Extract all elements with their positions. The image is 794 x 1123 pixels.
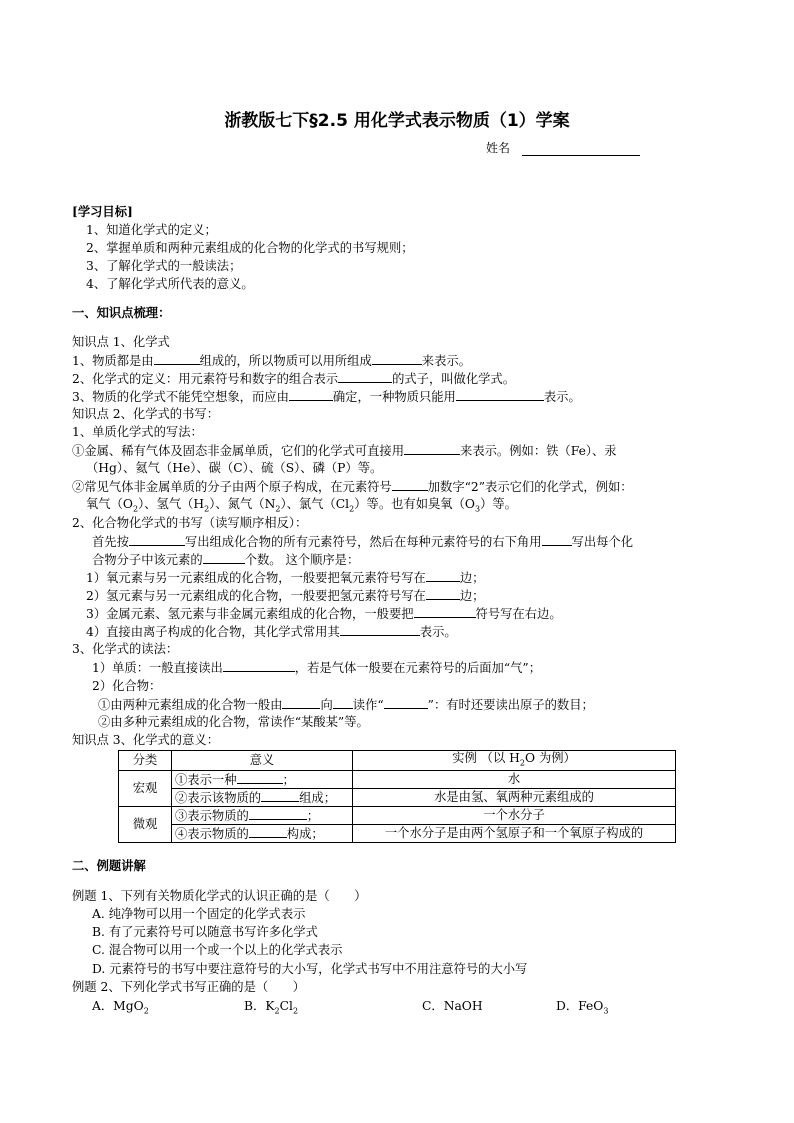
text: 4）直接由离子构成的化合物，其化学式常用其 <box>86 625 340 639</box>
text: 构成； <box>286 827 324 842</box>
name-blank[interactable] <box>522 143 640 156</box>
fill-blank[interactable] <box>456 388 544 401</box>
fill-blank[interactable] <box>261 789 299 802</box>
text: 实例 （以 H <box>452 751 520 765</box>
kp1-heading: 知识点 1、化学式 <box>72 335 170 349</box>
fill-blank[interactable] <box>392 478 428 491</box>
table-header-row <box>119 751 676 771</box>
subscript: 2 <box>349 504 355 514</box>
text: ③表示物质的 <box>175 809 249 824</box>
read-line: ②由多种元素组成的化合物，常读作“某酸某”等。 <box>98 715 369 729</box>
option-a <box>92 998 149 1019</box>
category-micro: 微观 <box>119 807 172 843</box>
section1-heading: 一、知识点梳理： <box>72 305 171 320</box>
option-c: C. 混合物可以用一个或一个以上的化学式表示 <box>92 943 343 957</box>
text: 组成； <box>299 791 336 806</box>
example-cell: 一个水分子 <box>353 807 676 825</box>
fill-blank[interactable] <box>384 696 428 709</box>
text: ”：有时还要读出原子的数目； <box>427 698 594 712</box>
text: ）、氯气（Cl <box>280 497 350 511</box>
text: 确定，一种物质只能用 <box>332 390 456 404</box>
kp2-sub1: 1、单质化学式的写法： <box>72 425 203 439</box>
text: ①由两种元素组成的化合物一般由 <box>98 698 283 712</box>
kp2-heading: 知识点 2、化学式的书写： <box>72 407 219 421</box>
text: ①金属、稀有气体及固态非金属单质，它们的化学式可直接用 <box>72 444 405 458</box>
question-1: 例题 1、下列有关物质化学式的认识正确的是（ ） <box>72 889 367 903</box>
page-title: 浙教版七下§2.5 用化学式表示物质（1）学案 <box>224 111 570 131</box>
fill-blank[interactable] <box>333 696 353 709</box>
goal-item: 2、掌握单质和两种元素组成的化合物的化学式的书写规则； <box>86 241 414 255</box>
text: 氧气（O <box>86 497 133 511</box>
text: 1、物质都是由 <box>72 354 154 368</box>
fill-blank[interactable] <box>372 352 422 365</box>
fill-blank[interactable] <box>542 533 572 546</box>
text: 的式子，叫做化学式。 <box>392 372 516 386</box>
text: ）等。也有如臭氧（O <box>354 497 475 511</box>
subscript: 2 <box>143 1006 149 1016</box>
rule-line <box>86 587 484 604</box>
text: 3、物质的化学式不能凭空想象，而应由 <box>72 390 289 404</box>
option-c: C．NaOH <box>422 999 483 1013</box>
rule-line <box>86 605 562 622</box>
option-b <box>244 998 298 1019</box>
subscript: 3 <box>603 1006 609 1016</box>
text: 写出每个化 <box>571 535 634 549</box>
kp2-line: （Hg）、氦气（He）、碳（C）、硫（S）、磷（P）等。 <box>86 461 383 475</box>
subscript: 2 <box>292 1006 299 1016</box>
text: 向 <box>320 698 333 712</box>
text: Cl <box>279 999 293 1013</box>
table-header: 分类 <box>119 751 172 771</box>
fill-blank[interactable] <box>249 825 287 838</box>
question-2: 例题 2、下列化学式书写正确的是（ ） <box>72 980 306 994</box>
subscript: 2 <box>275 504 281 514</box>
text: 来表示。 <box>421 354 471 368</box>
text: 边； <box>459 571 485 585</box>
fill-blank[interactable] <box>203 551 245 564</box>
meaning-cell <box>172 771 353 789</box>
text: ，若是气体一般要在元素符号的后面加“气”； <box>294 661 542 675</box>
text: 1）单质：一般直接读出 <box>92 661 223 675</box>
fill-blank[interactable] <box>340 623 420 636</box>
name-field[interactable] <box>486 139 640 156</box>
text: 个数。 这个顺序是： <box>244 553 360 567</box>
kp2-line <box>72 478 633 495</box>
read-line <box>92 659 541 676</box>
text: 合物分子中该元素的 <box>92 553 203 567</box>
fill-blank[interactable] <box>404 442 460 455</box>
goal-item: 4、了解化学式所代表的意义。 <box>86 277 254 291</box>
text: 2、化学式的定义：用元素符号和数字的组合表示 <box>72 372 339 386</box>
text: ②常见气体非金属单质的分子由两个原子构成，在元素符号 <box>72 480 392 494</box>
text: 组成的，所以物质可以用所组成 <box>199 354 372 368</box>
text: 3）金属元素、氢元素与非金属元素组成的化合物，一般要把 <box>86 607 414 621</box>
text: ； <box>282 773 295 788</box>
text: ④表示物质的 <box>175 827 249 842</box>
example-cell: 水是由氢、氧两种元素组成的 <box>353 789 676 807</box>
subscript: 3 <box>474 504 481 514</box>
kp2-sub3: 3、化学式的读法： <box>72 642 179 656</box>
text: A．MgO <box>92 999 144 1013</box>
kp2-line <box>72 442 617 459</box>
option-d: D. 元素符号的书写中要注意符号的大小写，化学式书写中不用注意符号的大小写 <box>92 962 528 976</box>
example-cell: 水 <box>353 771 676 789</box>
text: D．FeO <box>556 999 604 1013</box>
text: 写出组成化合物的所有元素符号，然后在每种元素符号的右下角用 <box>184 535 542 549</box>
option-d <box>556 998 608 1019</box>
table-row <box>119 825 676 843</box>
text: ）、氢气（H <box>138 497 205 511</box>
kp2-line <box>92 551 359 568</box>
goal-item: 3、了解化学式的一般读法； <box>86 259 242 273</box>
rule-line <box>86 623 457 640</box>
text: B．K <box>244 999 275 1013</box>
text: 表示。 <box>543 390 581 404</box>
subscript: 2 <box>204 504 210 514</box>
read-line <box>98 696 594 713</box>
option-b: B. 有了元素符号可以随意书写许多化学式 <box>92 925 318 939</box>
text: ）、氮气（N <box>209 497 276 511</box>
fill-blank[interactable] <box>129 533 185 546</box>
text: 边； <box>459 589 485 603</box>
subscript: 2 <box>519 758 525 768</box>
category-macro: 宏观 <box>119 771 172 807</box>
text: 2）氢元素与另一元素组成的化合物，一般要把氢元素符号写在 <box>86 589 426 603</box>
fill-blank[interactable] <box>426 587 460 600</box>
subscript: 2 <box>274 1006 280 1016</box>
meaning-cell <box>172 789 353 807</box>
text: 1）氧元素与另一元素组成的化合物，一般要把氧元素符号写在 <box>86 571 426 585</box>
meaning-table <box>118 750 676 843</box>
meaning-cell <box>172 807 353 825</box>
table-row <box>119 771 676 789</box>
text: 首先按 <box>92 535 129 549</box>
fill-blank[interactable] <box>237 771 283 784</box>
kp1-line3 <box>72 388 581 405</box>
text: ）等。 <box>480 497 517 511</box>
goals-heading: [学习目标] <box>72 204 133 219</box>
text: ①表示一种 <box>175 773 237 788</box>
fill-blank[interactable] <box>223 659 295 672</box>
fill-blank[interactable] <box>414 605 476 618</box>
fill-blank[interactable] <box>154 352 200 365</box>
fill-blank[interactable] <box>249 807 307 820</box>
fill-blank[interactable] <box>282 696 320 709</box>
kp3-heading: 知识点 3、化学式的意义： <box>72 733 219 747</box>
text: 符号写在右边。 <box>475 607 562 621</box>
fill-blank[interactable] <box>426 569 460 582</box>
text: 来表示。例如：铁（Fe）、汞 <box>460 444 617 458</box>
name-label: 姓名 <box>486 141 511 155</box>
read-line: 2）化合物： <box>92 679 162 693</box>
rule-line <box>86 569 484 586</box>
kp1-line1 <box>72 352 471 369</box>
kp2-sub2: 2、化合物化学式的书写（读写顺序相反）： <box>72 516 308 530</box>
example-cell: 一个水分子是由两个氢原子和一个氧原子构成的 <box>353 825 676 843</box>
option-a: A. 纯净物可以用一个固定的化学式表示 <box>92 907 306 921</box>
table-row <box>119 807 676 825</box>
kp1-line2 <box>72 370 515 387</box>
meaning-cell <box>172 825 353 843</box>
goal-item: 1、知道化学式的定义； <box>86 223 217 237</box>
fill-blank[interactable] <box>289 388 333 401</box>
section2-heading: 二、例题讲解 <box>72 858 146 873</box>
kp2-line <box>92 533 633 550</box>
text: 表示。 <box>419 625 457 639</box>
table-header: 意义 <box>172 751 353 771</box>
text: O 为例） <box>524 751 576 765</box>
subscript: 2 <box>132 504 139 514</box>
text: ； <box>306 809 320 824</box>
fill-blank[interactable] <box>338 370 392 383</box>
text: 加数字“2”表示它们的化学式，例如： <box>427 480 633 494</box>
table-header <box>353 751 676 771</box>
table-row <box>119 789 676 807</box>
text: ②表示该物质的 <box>175 791 262 806</box>
text: 读作“ <box>352 698 384 712</box>
